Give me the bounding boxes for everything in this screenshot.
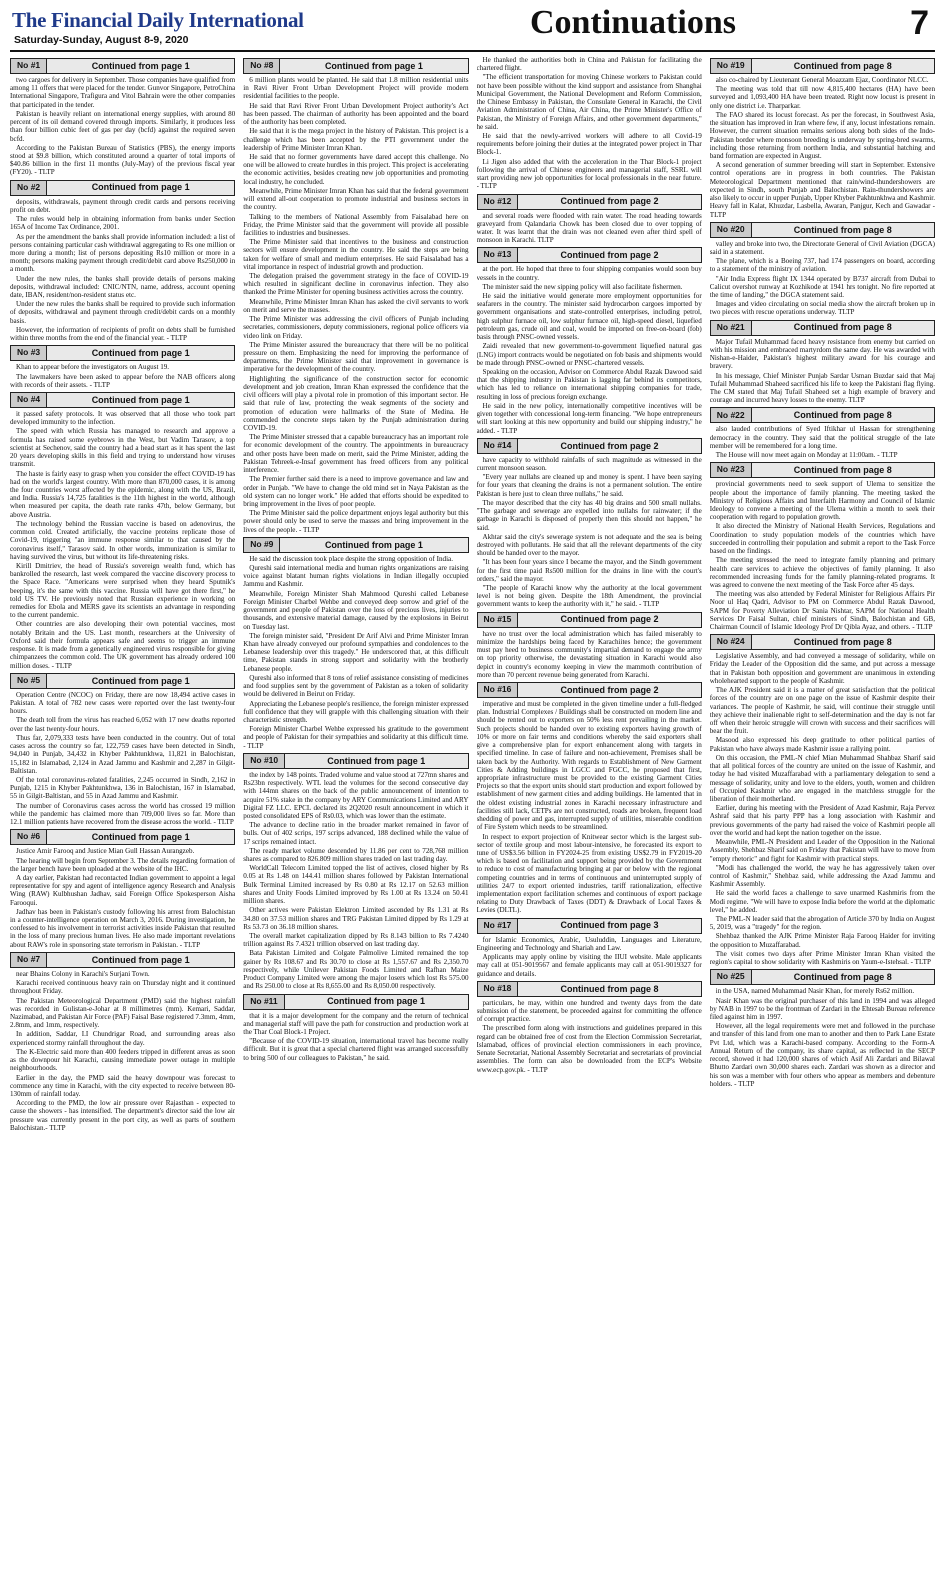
article xyxy=(477,438,702,609)
article-paragraph: The lawmakers have been asked to appear before the NAB officers along with records of their assets. - TLTP xyxy=(10,372,236,389)
article-paragraph: As per the amendment the banks shall provide information included: a list of persons containing particular cash withdrawal aggregating to Rs one million or more during a month; list of persons depositing Rs10 million or more in a month; persons making payment through credit/debit card above Rs250,000 in a month. xyxy=(10,232,236,274)
article-continuation-title: Continued from page 3 xyxy=(560,920,659,931)
article-paragraph: The overall market capitalization dipped by Rs 8.143 billion to Rs 7.4240 trillion against Rs 7.4321 trillion observed on last trading day. xyxy=(243,932,469,949)
article-paragraph: The haste is fairly easy to grasp when you consider the effect COVID-19 has had on the world's largest country. With more than 870,000 cases, it is among the four countries worst affected by the epidemic, along with the US, Brazil, and India. Russia's 14,725 fatalities is the 11th highest in the world, although when measured per capita, the death rate ranks 47th, below Germany, but above Austria. xyxy=(10,469,236,519)
article-paragraph: Speaking on the occasion, Advisor on Commerce Abdul Razak Dawood said that the shipping industry in Pakistan is lagging far behind its competitors, which has led to reliance on international shipping companies for trade, resulting in loss of precious foreign exchange. xyxy=(476,368,702,401)
article-paragraph: Bata Pakistan Limited and Colgate Palmolive Limited remained the top gainer by Rs 108.67 and Rs 30.70 to close at Rs 1,557.67 and Rs 2,350.70 respectively, while Unilever Pakistan Foods Limited and Rafhan Maize Product Company Limited were among the major losers which lost Rs 575.00 and Rs 250.00 to close at Rs 8,655.00 and Rs 8,050.00 respectively. xyxy=(243,949,469,991)
article-paragraph: He said the world faces a challenge to save unarmed Kashmiris from the Modi regime. "We will have to expose India before the world at the diplomatic level," he added. xyxy=(709,889,935,914)
article-number: No #3 xyxy=(11,346,47,360)
article xyxy=(10,345,235,389)
article-header xyxy=(243,58,468,74)
article-body xyxy=(477,456,702,609)
article-header xyxy=(477,194,702,210)
article-paragraph: Earlier, during his meeting with the President of Azad Kashmir, Raja Pervez Ashraf said that his party PPP has a long association with Kashmir and previous governments of the party had raised the voice of Kashmiri people all over the world and had kept the nation together on the issue. xyxy=(709,804,935,837)
article-continuation-title: Continued from page 1 xyxy=(91,954,190,965)
article-paragraph: He said that the newly-arrived workers will adhere to all Covid-19 requirements before joining their duties at the integrated power project in Thar Block-1. xyxy=(476,131,702,157)
article-header xyxy=(10,392,235,408)
article-paragraph: Zaidi revealed that new government-to-government liquefied natural gas (LNG) import contracts would be negotiated on fob basis and shipments would be made through PNSC-owned or PNSC-chartered vessels. xyxy=(476,342,702,367)
article-continuation-title: Continued from page 2 xyxy=(560,684,659,695)
article-header xyxy=(710,320,935,336)
article-body xyxy=(243,555,468,750)
article-header xyxy=(710,634,935,650)
article-number: No #1 xyxy=(11,59,47,73)
article-continuation-title: Continued from page 2 xyxy=(560,440,659,451)
page-number: 7 xyxy=(910,4,929,42)
article-paragraph: The House will now meet again on Monday at 11:00am. - TLTP xyxy=(715,451,898,460)
article-continuation-title: Continued from page 1 xyxy=(327,755,426,766)
article-paragraph: He said that Ravi River Front Urban Development Project authority's Act has been passed. The chairman of authority has been appointed and the board of the authority has been completed. xyxy=(243,101,469,127)
article-paragraph: Other actives were Pakistan Elektron Limited ascended by Rs 1.31 at Rs 34.80 on 37.53 million shares and TRG Pakistan Limited dipped by Rs 1.29 at Rs 53.73 on 36.18 million shares. xyxy=(243,906,469,931)
article-paragraph: The Prime Minister assured the bureaucracy that there will be no political pressure on them. Emphasizing the need for improving the performance of departments, the Prime Minister said that improvement in governance is imperative for the development of the country. xyxy=(243,340,469,374)
article-paragraph: valley and broke into two, the Directorate General of Civil Aviation (DGCA) said in a statement. xyxy=(709,239,935,256)
article-header xyxy=(477,981,702,997)
article-continuation-title: Continued from page 8 xyxy=(560,983,659,994)
article-paragraph: Applicants may apply online by visiting the IIUI website. Male applicants may call at 051-9019567 and female applicants may call at 051-9019327 for guidance and details. xyxy=(476,953,702,978)
article-header xyxy=(10,673,235,689)
article xyxy=(477,612,702,679)
article-paragraph: The meeting was told that till now 4,815,400 hectares (HA) have been surveyed and 1,093,400 HA have been treated. Right now locust is present in only one district i.e. Tharparkar. xyxy=(709,85,935,110)
article-continuation-title: Continued from page 2 xyxy=(560,196,659,207)
article-paragraph: deposits, withdrawals, payment through credit cards and persons receiving profit on debt. xyxy=(10,197,236,214)
article-body xyxy=(477,700,702,915)
article-paragraph: A day earlier, Pakistan had recontacted Indian government to appoint a legal representative for spy and agent of intelligence agency Research and Analysis Wing (RAW) Kulbhushan Jadhav, said Foreign Office Spokesperson Aisha Farooqui. xyxy=(10,873,236,907)
article-paragraph: He said the initiative would generate more employment opportunities for seafarers in the country. The minister said hydrocarbon cargoes imported by government organisations and state-controlled enterprises, including petrol, high sulphur furnace oil, low sulphur furnace oil, high-speed diesel, liquefied petroleum gas, crude oil and coal, would be imported on free-on-board (fob) basis through PNSC-owned vessels. xyxy=(476,292,702,342)
article-header xyxy=(10,58,235,74)
article-paragraph: have no trust over the local administration which has failed miserably to minimize the hardships being faced by Karachiites hence; the government must pay heed to business community's impartial demand to engage the army on top priority otherwise, the devastating situation in Karachi would also depict in country's economy keeping in view the mammoth contribution of more than 70 percent revenue being generated from Karachi. xyxy=(476,629,702,679)
article-continuation-title: Continued from page 2 xyxy=(560,250,659,261)
article xyxy=(710,222,935,317)
article-header xyxy=(477,247,702,263)
article xyxy=(10,829,235,949)
article xyxy=(710,969,935,1088)
article-header xyxy=(710,222,935,238)
article-continuation-title: Continued from page 1 xyxy=(327,996,426,1007)
article-number: No #4 xyxy=(11,393,47,407)
article xyxy=(243,994,468,1062)
masthead xyxy=(10,6,935,50)
article-paragraph: WorldCall Telecom Limited topped the list of actives, closed higher by Rs 0.05 at Rs 1.48 on 144.41 million shares followed by Pakistan International Bulk Terminal Limited increased by Rs 0.80 at Rs 12.17 on 52.63 million shares and Unity Foods Limited improved by Rs 1.00 at Rs 13.24 on 50.41 million shares. xyxy=(243,864,469,906)
article-paragraph: Pakistan is heavily reliant on international energy supplies, with around 80 percent of its oil demand covered through imports. Similarly, it produces less than four billion cubic feet of gas per day (bcfd) against the required seven bcfd. xyxy=(10,109,236,143)
article xyxy=(10,673,235,827)
article-number: No #21 xyxy=(711,321,752,335)
article-paragraph: Under the new rules the banks shall be required to provide such information of deposits, withdrawal and payment through credit/debit cards on a monthly basis. xyxy=(10,300,236,325)
article-paragraph: and several roads were flooded with rain water. The road heading towards graveyard from Qalandaria Chowk has been closed due to over topping of water. It was learnt that the drain was not cleaned even after third spell of monsoon in Karachi. TLTP xyxy=(476,211,702,245)
article-paragraph: However, all the legal requirements were met and followed in the purchase and transfer of this land from one man to another and then to Park Lane Estate Pvt Ltd, which was a Karachi-based company. According to the Form-A Annual Return of the company, its share capital, as reflected in the SECP record, showed it had 120,000 shares of which Asif Ali Zardari and Bilawal Bhutto Zardari own 30,000 shares each. Zardari was shown as a director and his son was a member with four others who appear as members and debenture holders. - TLTP xyxy=(709,1022,935,1088)
column-4 xyxy=(710,56,935,1580)
article-continuation-title: Continued from page 1 xyxy=(91,394,190,405)
column-3 xyxy=(477,56,702,1580)
article-number: No #2 xyxy=(11,181,47,195)
article-paragraph: "Modi has challenged the world, the way he has aggressively taken over control of Kashmir," Shehbaz said, while addressing the Azad Jammu and Kashmir Assembly. xyxy=(709,863,935,889)
issue-date: Saturday-Sunday, August 8-9, 2020 xyxy=(14,34,189,46)
article xyxy=(243,537,468,750)
article-header xyxy=(710,969,935,985)
article-header xyxy=(243,753,468,769)
article-continuation-title: Continued from page 1 xyxy=(91,675,190,686)
article-paragraph: The death toll from the virus has reached 6,052 with 17 new deaths reported over the last twenty-four hours. xyxy=(10,716,236,733)
article xyxy=(710,58,935,219)
article xyxy=(10,392,235,670)
article-continuation-title: Continued from page 1 xyxy=(91,60,190,71)
article-continuation-title: Continued from page 8 xyxy=(793,224,892,235)
article-header xyxy=(710,407,935,423)
article-paragraph: The K-Electric said more than 400 feeders tripped in different areas as soon as the downpour hit Karachi, causing immediate power outage in multiple neighbourhoods. xyxy=(10,1047,236,1073)
article-header xyxy=(710,462,935,478)
article-paragraph: He said that it is the mega project in the history of Pakistan. This project is a challenge which has been accepted by the PTI government under the leadership of Prime Minister Imran Khan. xyxy=(243,127,469,152)
article-paragraph: it passed safety protocols. It was observed that all those who took part developed immunity to the infection. xyxy=(10,410,236,427)
article-header xyxy=(243,994,468,1010)
article-header xyxy=(10,180,235,196)
article-number: No #9 xyxy=(244,538,280,552)
article-number: No #8 xyxy=(244,59,280,73)
article-continuation-title: Continued from page 2 xyxy=(560,614,659,625)
article-header xyxy=(477,438,702,454)
article-number: No #10 xyxy=(244,754,285,768)
article-paragraph: The hearing will begin from September 3. The details regarding formation of the larger bench have been uploaded at the website of the IHC. xyxy=(10,856,236,873)
article-body xyxy=(243,771,468,991)
article-continuation-title: Continued from page 1 xyxy=(91,832,190,843)
article-header xyxy=(10,345,235,361)
column-1 xyxy=(10,56,235,1580)
article-paragraph: The speed with which Russia has managed to research and approve a formula has raised some eyebrows in the West, but Vadim Tarasov, a top scientist at Sechenov, said the country had a head start as it has spent the last 20 years developing skills in this field and trying to understand how viruses transmit. xyxy=(10,427,236,469)
article-paragraph: The PML-N leader said that the abrogation of Article 370 by India on August 5, 2019, was a "tragedy" for the region. xyxy=(709,915,935,932)
article-continuation-title: Continued from page 8 xyxy=(793,60,892,71)
article-continuation-title: Continued from page 8 xyxy=(793,410,892,421)
article-body xyxy=(10,363,235,389)
article-continuation-title: Continued from page 1 xyxy=(91,348,190,359)
article-paragraph: Jadhav has been in Pakistan's custody following his arrest from Balochistan in a counter-intelligence operation on March 3, 2016. During investigation, he confessed to his involvement in terrorist activities inside Pakistan that resulted in the loss of many precious human lives. He also made important revelations about RAW's role in sponsoring state terrorism in Pakistan. - TLTP xyxy=(10,907,236,949)
article-header xyxy=(243,537,468,553)
article-paragraph: "It has been four years since I became the mayor, and the Sindh government for the first time paid Rs500 million for the drains in line with the court's orders," said the mayor. xyxy=(476,558,702,583)
article-body xyxy=(477,999,702,1074)
article-paragraph: According to the Pakistan Bureau of Statistics (PBS), the energy imports stood at $9.8 billion, which constituted around a quarter of total imports of $40.86 billion in the first 11 months (July-May) of the previous fiscal year (FY20). - TLTP xyxy=(10,143,236,177)
article-number: No #19 xyxy=(711,59,752,73)
article-paragraph: The foreign minister said, "President Dr Arif Alvi and Prime Minister Imran Khan have already conveyed our profound sympathies and condolences to the Lebanese leadership over this tragedy." He underscored that, at this difficult time, Pakistan stands in strong support and solidarity with the brotherly Lebanese people. xyxy=(243,631,469,673)
article-header xyxy=(10,952,235,968)
article-paragraph: The plane, which is a Boeing 737, had 174 passengers on board, according to a statement of the ministry of aviation. xyxy=(709,257,935,274)
article-paragraph: Talking to the members of National Assembly from Faisalabad here on Friday, the Prime Minister said that the government will provide all possible facilities to industries and businesses. xyxy=(243,212,469,237)
article-paragraph: Operation Centre (NCOC) on Friday, there are now 18,494 active cases in Pakistan. A total of 782 new cases were reported over the last twenty-four hours. xyxy=(10,690,236,716)
article-body xyxy=(710,987,935,1088)
article-number: No #6 xyxy=(11,830,47,844)
article-paragraph: Meanwhile, Foreign Minister Shah Mahmood Qureshi called Lebanese Foreign Minister Charbel Wehbe and conveyed deep sorrow and grief of the government and people of Pakistan over the loss of precious lives, injuries to thousands, and extensive material damage, caused by the explosions in Beirut on Tuesday last. xyxy=(243,589,469,631)
article xyxy=(477,682,702,915)
article-paragraph: Images and video circulating on social media show the aircraft broken up in two pieces with rescue operations underway. TLTP xyxy=(709,300,935,317)
article-paragraph: "The people of Karachi know why the authority at the local government level is not being given. Despite the 18th Amendment, the provincial government wants to keep the authority with it," he said. - TLTP xyxy=(476,584,702,609)
article-body xyxy=(243,76,468,534)
article xyxy=(243,753,468,991)
article-number: No #13 xyxy=(478,248,519,262)
article-paragraph: A second generation of summer breeding will start in September. Extensive control operations are in progress in both countries. The Pakistan Meteorological Department mentioned that rain/wind-thundershowers are expected in Sindh, south Punjab and Balochistan. Rain-thundershowers are also likely to occur in upper Punjab, Upper Khyber Pakhtunkhwa and Kashmir. Heavy fall in Kalat, Khuzdar, Lasbella, Awaran, Panjgur, Kech and Gawadar - TLTP xyxy=(709,161,935,219)
article-paragraph: at the port. He hoped that three to four shipping companies would soon buy vessels in the country. xyxy=(476,265,702,282)
article-number: No #17 xyxy=(478,919,519,933)
article-number: No #25 xyxy=(711,970,752,984)
article-number: No #15 xyxy=(478,613,519,627)
article-paragraph: He said the discussion took place despite the strong opposition of India. xyxy=(249,554,453,563)
article-paragraph: the index by 148 points. Traded volume and value stood at 727mn shares and Rs23bn respectively. WTL lead the volumes for the second consecutive day with 144mn shares on the back of the public announcement of intention to acquire 51% stake in the company by ARY Communications Limited and ARY Digital FZ LLC. EPCL declared its 2Q2020 result announcement in which it posted consolidated EPS of Rs0.03, which was lower than the estimate. xyxy=(243,770,469,820)
article-paragraph: However, the information of recipients of profit on debts shall be furnished within three months from the end of the financial year. - TLTP xyxy=(10,325,236,343)
article-number: No #14 xyxy=(478,439,519,453)
article-paragraph: The AJK President said it is a matter of great satisfaction that the political forces of the country are on one page on the issue of Kashmir despite their variances. The people of Kashmir, he said, will continue their struggle until they achieve their inalienable right to self-determination and the day is not far off when their heroic struggle will crown with success and their sacrifices will bear the fruit. xyxy=(709,686,935,736)
article-paragraph: It also directed the Ministry of National Health Services, Regulations and Coordination to study population models of the countries which have succeeded in controlling their population and submit a report to the Task Force based on the findings. xyxy=(709,522,935,556)
article-paragraph: Akhtar said the city's sewerage system is not adequate and the sea is being destroyed with pollutants. He said that all the relevant departments of the city should be handed over to the mayor. xyxy=(476,532,702,558)
article-number: No #5 xyxy=(11,674,47,688)
article-paragraph: Foreign Minister Charbel Wehbe expressed his gratitude to the government and people of Pakistan for their sympathies and solidarity at this difficult time. - TLTP xyxy=(243,725,469,750)
article-body xyxy=(477,212,702,245)
article xyxy=(710,462,935,631)
article xyxy=(710,407,935,459)
article-paragraph: Khan to appear before the investigators on August 19. xyxy=(16,363,170,372)
article-paragraph: Masood also expressed his deep gratitude to other political parties of Pakistan who have always made Kashmir issue a rallying point. xyxy=(709,736,935,753)
article-paragraph: Meanwhile, Prime Minister Imran Khan has asked the civil servants to work on merit and serve the masses. xyxy=(243,297,469,314)
column-2 xyxy=(243,56,468,1580)
article-paragraph: 6 million plants would be planted. He said that 1.8 million residential units in Ravi River Front Urban Development Project will provide modern residential facilities to the people. xyxy=(243,76,469,101)
article-paragraph: The delegation praised the government strategy in the face of COVID-19 which resulted in significant decline in coronavirus infection. They also thanked the Prime Minister for opening business activities across the country. xyxy=(243,272,469,297)
masthead-rule xyxy=(10,50,935,52)
article-continuation-title: Continued from page 8 xyxy=(793,322,892,333)
article-paragraph: The prescribed form along with instructions and guidelines prepared in this regard can be obtained free of cost from the Election Commission Secretariat, Islamabad, offices of provincial election commissioners in each province, Senate Secretariat, National Assembly Secretariat and secretariats of provincial assemblies. The form can also be downloaded from the ECP's Website www.ecp.gov.pk. - TLTP xyxy=(476,1024,702,1074)
article-paragraph: The Premier further said there is a need to improve governance and law and order in Punjab. "We have to change the old mind set in Naya Pakistan as the old system can no longer work." He added that efforts should be expedited to bring improvement in the lives of poor people. xyxy=(243,475,469,508)
article-paragraph: In respect to export projection of Knitwear sector which is the largest sub-sector of textile group and most labour-intensive, he forecasted its export to tune of US$3.56 billion in FY2024-25 from existing US$2.79 in FY2019-20 which is based on facilitation and support being provided by the Government to reduce to cost of manufacturing bringing at par or below with the regional competing countries and in terms of continuous and uninterrupted supply of utilities 24/7 to export oriented industries, tariff rationalization, effective implementation export facilitation schemes and continuous of export package relating to Duty Drawback of Taxes (DDT) & Drawback of Local Taxes & Levies (DLTL). xyxy=(476,832,702,915)
article-number: No #22 xyxy=(711,408,752,422)
article-continuation-title: Continued from page 8 xyxy=(793,972,892,983)
article-body xyxy=(10,198,235,343)
article-paragraph: The Pakistan Meteorological Department (PMD) said the highest rainfall was recorded in Gulistan-e-Johar at 8 millimetres (mm). Kemari, Saddar, Nazimabad, and Pakistan Air Force (PAF) Faisal Base registered 7.3mm, 4mm, 2.8mm, and 1mm, respectively. xyxy=(10,996,236,1030)
article-paragraph: Kirill Dmitriev, the head of Russia's sovereign wealth fund, which has bankrolled the research, last week compared the vaccine discovery process to the Space Race. "Americans were surprised when they heard Sputnik's beeping, it's the same with this vaccine. Russia will have got there first," he told US TV. He previously noted that Russian experience in working on remedies for Ebola and MERS gave its scientists an advantage in responding to the current pandemic. xyxy=(10,561,236,620)
article xyxy=(710,634,935,966)
article-paragraph: The Prime Minister said the police department enjoys legal authority but this power should only be used to serve the masses and bring improvement in the lives of the people. - TLTP xyxy=(243,509,469,534)
article xyxy=(243,58,468,534)
article-paragraph: Qureshi also informed that 8 tons of relief assistance consisting of medicines and food supplies sent by the government of Pakistan as a token of solidarity would be delivered in Beirut on Friday. xyxy=(243,673,469,699)
article-paragraph: Highlighting the significance of the construction sector for economic development and job creation, Imran Khan expressed the confidence that the civil officers will play a pivotal role in promotion of this important sector. He said that rule of law, protecting the weak segments of the society and promotion of education were hallmarks of the State of Medina. He commended the concrete steps taken by the Punjab administration during COVID-19. xyxy=(243,374,469,432)
article-paragraph: The FAO shared its locust forecast. As per the forecast, in Southwest Asia, the situation has improved in Iran where few, if any, locust infestations remain. However, the current situation remains serious along both sides of the Indo-Pakistan border where monsoon breeding is underway by spring-bred swarms, including those returning from northern India, and substantial hatching and band formation are expected in August. xyxy=(709,110,935,160)
article-body xyxy=(710,652,935,966)
article-paragraph: "Air India Express flight IX 1344 operated by B737 aircraft from Dubai to Calicut overshot runway at Kozhikode at 1941 hrs tonight. No fire reported at the time of landing," the DGCA statement said. xyxy=(709,274,935,300)
article-body xyxy=(477,936,702,978)
article-body xyxy=(10,691,235,827)
article-paragraph: The mayor described that the city has 40 big drains and 500 small nullahs. "The garbage and sewerage are expelled into nullahs for rainwater; if the garbage in Karachi is disposed of properly then this should not happen," he said. xyxy=(476,498,702,532)
article-number: No #12 xyxy=(478,195,519,209)
article-paragraph: imperative and must be completed in the given timeline under a full-fledged plan. Industrial Complexes / Buildings shall be constructed on modern line and should be rented out to exporters on 50% less rent prevailing in the market. Such projects should be handed over to existing exporters having growth of 10% or more on fair terms and conditions whereby the said exporters shall give a comprehensive plan for export enhancement along with targets in specified timeline. In case of failure and non-achievement, Premises shall be taken back by the Authority. With regards to Establishment of New Garment Cities & Adding buildings in LGCC and FGCC, he proposed that first, appropriate infrastructure must be provided to the existing Garment Cities Projects so that the export units should start production and export followed by establishment of new garment cities and adding buildings. He lamented that in the oldest existing industrial zones in Karachi necessary infrastructure and facilities still lack, CETPs are not constructed, roads are broken, frequent load shedding of power and gas, interrupted supply of utilities, miserable condition of Fire System which needs to be streamlined. xyxy=(476,700,702,832)
article-paragraph: two cargoes for delivery in September. Those companies have qualified from among 11 offers that were placed for the tender. Gunvor Singapore, PetroChina International Singapore, Trafigura and Vitol Bahrain were the other companies that participated in the tender. xyxy=(10,76,236,109)
article-number: No #20 xyxy=(711,223,752,237)
article-number: No #18 xyxy=(478,982,519,996)
article-number: No #7 xyxy=(11,953,47,967)
article-paragraph: also co-chaired by Lieutenant General Moazzam Ejaz, Coordinator NLCC. xyxy=(715,76,929,84)
article-paragraph: have capacity to withhold rainfalls of such magnitude as witnessed in the current monsoon season. xyxy=(476,455,702,472)
article xyxy=(477,981,702,1074)
article-paragraph: He said that no former governments have dared accept this challenge. No one will be allowed to create hurdles in this project. This project is accelerating the economic activities, besides creating new job opportunities and promoting local industry, he concluded. xyxy=(243,152,469,186)
article-paragraph: The advance to decline ratio in the broader market remained in favor of bulls. Out of 402 scrips, 197 scrips advanced, 188 declined while the value of 17 scrips remained intact. xyxy=(243,821,469,846)
article-body xyxy=(10,847,235,949)
article-paragraph: Meanwhile, PML-N President and Leader of the Opposition in the National Assembly, Shehbaz Sharif said on Friday that Pakistan will have to move from "empty rhetoric" and fight for Kashmir with practical steps. xyxy=(709,838,935,863)
article xyxy=(477,56,702,191)
article-paragraph: The rules would help in obtaining information from banks under Section 165A of Income Tax Ordinance, 2001. xyxy=(10,215,236,232)
article-paragraph: The technology behind the Russian vaccine is based on adenovirus, the common cold. Created artificially, the vaccine proteins replicate those of Covid-19, triggering "an immune response similar to that caused by the coronavirus itself," Tarasov said. In other words, immunization is similar to having survived the virus, but without its life-threatening risks. xyxy=(10,519,236,561)
article xyxy=(477,194,702,245)
article-paragraph: According to the PMD, the low air pressure over Rajasthan - expected to cause the showers - has intensified. The department's director said the low air pressure was currently present in the port city, as well as parts of southern Balochistan.- TLTP xyxy=(10,1099,236,1132)
article-header xyxy=(477,682,702,698)
article-paragraph: Appreciating the Lebanese people's resilience, the foreign minister expressed full confidence that they will grapple with this challenging situation with their characteristic strength. xyxy=(243,699,469,724)
article-body xyxy=(477,265,702,434)
article-paragraph: Qureshi said international media and human rights organizations are raising voice against blatant human rights violations in Indian illegally occupied Jammu and Kashmir. xyxy=(243,564,469,589)
newspaper-name: The Financial Daily International xyxy=(12,8,304,32)
article-paragraph: Other countries are also developing their own potential vaccines, most notably Britain and the US. Last month, researchers at the University of Oxford said their formula appears safe and seems to trigger an immune response. It is made from a genetically engineered virus responsible for giving chimpanzees the common cold. The UK government has already ordered 100 million doses. - TLTP xyxy=(10,620,236,670)
article-body xyxy=(477,630,702,679)
article xyxy=(10,180,235,343)
article-paragraph: Justice Amir Farooq and Justice Mian Gull Hassan Aurangzeb. xyxy=(16,847,195,856)
article-header xyxy=(477,612,702,628)
article-paragraph: The Prime Minister stressed that a capable bureaucracy has an important role for economic development of the country. The appointments in bureaucracy and other posts have been made on merit, said the Prime Minister, adding the Pakistan Tehreek-e-Insaf government has freed officers from any political interference. xyxy=(243,433,469,475)
article-body xyxy=(477,56,702,191)
article xyxy=(477,247,702,434)
article-continuation-title: Continued from page 8 xyxy=(793,637,892,648)
article-body xyxy=(243,1012,468,1062)
article-continuation-title: Continued from page 1 xyxy=(324,60,423,71)
article-paragraph: Legislative Assembly, and had conveyed a message of solidarity, while on Friday the Leader of the Opposition did the same, and put across a message that in Pakistan both opposition and government are unanimous in extending wholehearted support to the people of Kashmir. xyxy=(709,652,935,685)
article-paragraph: The meeting was also attended by Federal Minister for Religious Affairs Pir Noor ul Haq Qadri, Advisor to PM on Commerce Abdul Razak Dawood, SAPM for Poverty Alleviation Dr Sania Nishtar, SAPM for National Health Services Dr Faisal Sultan, chief ministers of Sindh, Balochistan and GB, Chairman Council of Islamic Ideology Prof Dr Qibla Ayaz, and others. - TLTP xyxy=(709,590,935,632)
article-paragraph: Li Jigen also added that with the acceleration in the Thar Block-1 project following the arrival of Chinese engineers and managerial staff, SSRL will start providing new job opportunities for local professionals in the near future. - TLTP xyxy=(476,157,702,191)
article-header xyxy=(10,829,235,845)
article-paragraph: He thanked the authorities both in China and Pakistan for facilitating the chartered flight. xyxy=(476,56,702,73)
article-paragraph: Shehbaz thanked the AJK Prime Minister Raja Farooq Haider for inviting the opposition to Muzaffarabad. xyxy=(709,932,935,949)
article-paragraph: "Because of the COVID-19 situation, international travel has become really difficult. But it is great that a special chartered flight was arranged successfully to bring 500 of our colleagues to Pakistan," he said. xyxy=(243,1037,469,1062)
article-paragraph: "The efficient transportation for moving Chinese workers to Pakistan could not have been possible without the kind support and assistance from Shanghai Municipal Government, the National Development and Reform Commission, the Chinese Embassy in Pakistan, the Consulate General in Karachi, the Civil Aviation Administration of China, Air China, the Prime Minister's Office of Pakistan, the Ministry of Foreign Affairs, and other government departments," he said. xyxy=(476,73,702,131)
article-paragraph: Major Tufail Muhammad faced heavy resistance from enemy but carried on with his mission and embraced martyrdom the same day. He was awarded with Nishan-e-Haider, Pakistan's highest military award for his courage and bravery. xyxy=(709,337,935,371)
article-body xyxy=(710,76,935,219)
article-paragraph: The visit comes two days after Prime Minister Imran Khan visited the region's capital to show solidarity with Kashmiris on Yaum-e-Istehsal. - TLTP xyxy=(709,949,935,967)
article-paragraph: near Bhains Colony in Karachi's Surjani Town. xyxy=(16,969,150,978)
article-number: No #16 xyxy=(478,683,519,697)
article-body xyxy=(10,970,235,1132)
article-paragraph: Nasir Khan was the original purchaser of this land in 1994 and was alleged by NAB in 1997 to be the frontman of Zardari in the Ehtesab Bureau reference filed against him in 1997. xyxy=(709,996,935,1021)
article-paragraph: that it is a major development for the company and the return of technical and managerial staff will pave the path for construction and production work at the Thar Coal Block-1 Project. xyxy=(243,1011,469,1036)
article-number: No #11 xyxy=(244,995,284,1009)
article-paragraph: Of the total coronavirus-related fatalities, 2,245 occurred in Sindh, 2,162 in Punjab, 1215 in Khyber Pakhtunkhwa, 136 in Balochistan, 167 in Islamabad, 55 in Gilgit-Baltistan, and 55 in Azad Jammu and Kashmir. xyxy=(10,775,236,801)
article-paragraph: "Every year nullahs are cleaned up and money is spent. I have been saying for four years that cleaning the drains is not a permanent solution. The entire Pakistan is here just to clean three nullahs," he said. xyxy=(476,473,702,498)
article-paragraph: The number of Coronavirus cases across the world has crossed 19 million while the pandemic has claimed more than 709,000 lives so far. More than 12.1 million patients have recovered from the disease across the world. - TLTP xyxy=(10,801,236,827)
article-paragraph: In his message, Chief Minister Punjab Sardar Usman Buzdar said that Maj Tufail Muhammad Shaheed sacrificed his life to keep the Pakistani flag flying. The CM stated that Maj Tufail Shaheed set a high example of bravery and courage and incurred heavy losses to the enemy. TLTP xyxy=(709,371,935,405)
article-paragraph: Meanwhile, Prime Minister Imran Khan has said that the federal government will extend all-out cooperation to promote industrial and business sectors in the country. xyxy=(243,186,469,212)
article-paragraph: The ready market volume descended by 11.86 per cent to 728,768 million shares as compared to 826.809 million shares traded on last trading day. xyxy=(243,846,469,864)
article-header xyxy=(710,58,935,74)
article xyxy=(10,952,235,1132)
article-paragraph: particulars, he may, within one hundred and twenty days from the date submission of the statement, be proceeded against for committing the offence of corrupt practice. xyxy=(476,998,702,1024)
article-number: No #24 xyxy=(711,635,752,649)
article-paragraph: Karachi received continuous heavy rain on Thursday night and it continued throughout Friday. xyxy=(10,979,236,996)
columns-container xyxy=(10,56,935,1580)
article xyxy=(710,320,935,405)
article-continuation-title: Continued from page 1 xyxy=(324,539,423,550)
article xyxy=(477,918,702,978)
article-body xyxy=(710,425,935,459)
article-body xyxy=(10,76,235,177)
article-header xyxy=(477,918,702,934)
article-body xyxy=(10,410,235,670)
article-paragraph: Earlier in the day, the PMD said the heavy downpour was forecast to commence any time in Karachi, with the city expected to receive between 80-130mm of rainfall today. xyxy=(10,1073,236,1098)
article-paragraph: The minister said the new sipping policy will also facilitate fishermen. xyxy=(482,282,683,291)
article-paragraph: In addition, Saddar, I.I Chundrigar Road, and surrounding areas also experienced stormy rainfall throughout the day. xyxy=(10,1030,236,1047)
article-paragraph: Thus far, 2,079,333 tests have been conducted in the country. Out of total cases across the country so far, 122,759 cases have been detected in Sindh, 94,040 in Punjab, 34,432 in Khyber Pakhtunkhwa, 11,821 in Balochistan, 15,182 in Islamabad, 2,124 in Azad Jammu and Kashmir and 2,287 in Gilgit-Baltistan. xyxy=(10,733,236,775)
article-paragraph: also lauded contributions of Syed Iftikhar ul Hassan for strengthening democracy in the country. They said that the political struggle of the late member will be remembered for a long time. xyxy=(709,425,935,450)
article-body xyxy=(710,240,935,317)
article-paragraph: in the USA, named Muhammad Nasir Khan, for merely Rs62 million. xyxy=(715,987,915,996)
article-continuation-title: Continued from page 1 xyxy=(91,182,190,193)
article-paragraph: for Islamic Economics, Arabic, Usuluddin, Languages and Literature, Engineering and Technology and Shariah and Law. xyxy=(476,935,702,952)
article-body xyxy=(710,480,935,631)
section-title: Continuations xyxy=(530,4,736,41)
article-paragraph: The Prime Minister was addressing the civil officers of Punjab including secretaries, commissioners, deputy commissioners, regional police officers via video link on Friday. xyxy=(243,315,469,340)
article-continuation-title: Continued from page 8 xyxy=(793,465,892,476)
article-paragraph: The meeting stressed the need to integrate family planning and primary health care services to achieve the objectives of family planning. It also recommended increasing funds for the family planning-related programs. It was agreed to convene the next meeting of the Task Force after 45 days. xyxy=(709,556,935,589)
article-paragraph: On this occasion, the PML-N chief Mian Muhammad Shahbaz Sharif said that all political forces of the country are united on the issue of Kashmir, and today he had visited Muzaffarabad with a parliamentary delegation to send a message of solidarity, unity and love to the elders, youth, women and children of Occupied Kashmir who are engaged in the matchless struggle for the liberation of their motherland. xyxy=(709,753,935,803)
article-number: No #23 xyxy=(711,463,752,477)
article-paragraph: The Prime Minister said that incentives to the business and construction sectors will ensure development in the country. He said the steps are being taken for welfare of small and medium enterprises. He said Faisalabad has a vital importance in respect of industrial growth and production. xyxy=(243,238,469,271)
article-body xyxy=(710,338,935,405)
article-paragraph: Under the new rules, the banks shall provide details of persons making deposits, withdrawal included: CNIC/NTN, name, address, account opening date, IBAN, resident/non-resident status etc. xyxy=(10,274,236,300)
article xyxy=(10,58,235,177)
article-paragraph: provincial governments need to seek support of Ulema to sensitize the people about the importance of family planning. The meeting tasked the Ministry of Religious Affairs and Interfaith Harmony and Council of Islamic Ideology to convene a meeting of the Ulema within a month to seek their cooperation with regard to population growth. xyxy=(709,480,935,522)
article-paragraph: He said in the new policy, internationally competitive incentives will be given together with concessional long-term financing. "We hope entrepreneurs will start looking at this new opportunity and build our shipping industry," he added. - TLTP xyxy=(476,401,702,435)
